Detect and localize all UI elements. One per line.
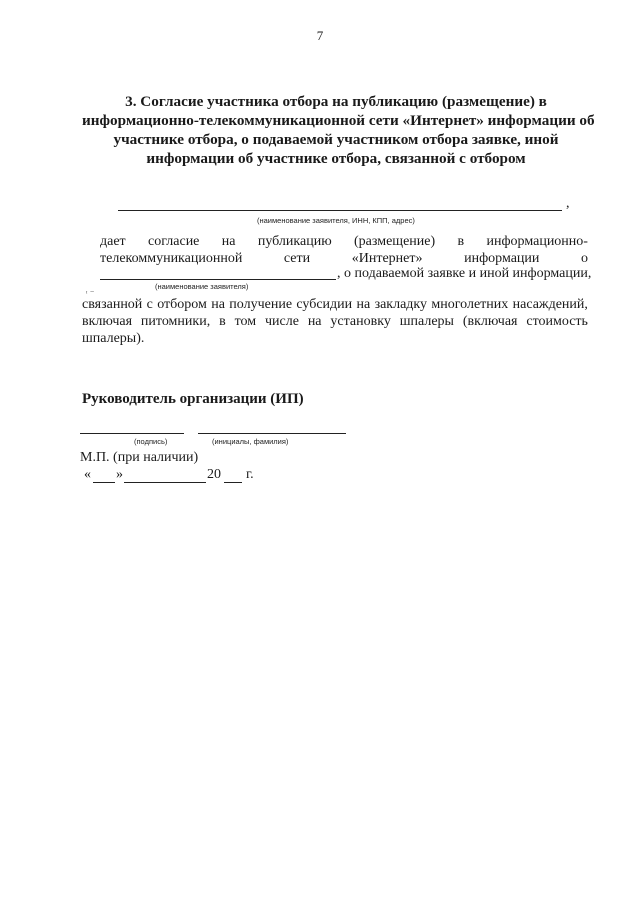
- word: включая: [82, 314, 133, 329]
- word: закладку: [374, 297, 428, 312]
- word: многолетних: [431, 297, 509, 312]
- signature-heading: Руководитель организации (ИП): [82, 391, 304, 407]
- name-caption: (инициалы, фамилия): [212, 437, 289, 446]
- word: на: [211, 297, 225, 312]
- word: стоимость: [526, 314, 588, 329]
- name-blank-line: [198, 433, 346, 434]
- word: на: [221, 234, 236, 249]
- word: субсидии: [296, 297, 353, 312]
- word: публикацию: [257, 234, 332, 249]
- word: телекоммуникационной: [100, 251, 243, 266]
- title-line-4: информации об участнике отбора, связанной с отбором: [146, 150, 526, 167]
- word: в: [457, 234, 465, 249]
- word: насаждений,: [512, 297, 588, 312]
- consent-line-3-caption: (наименование заявителя): [155, 282, 249, 291]
- page-number: 7: [316, 28, 324, 43]
- stray-mark: ᶦ ⁻: [86, 288, 95, 298]
- word: установку: [330, 314, 391, 329]
- word: (включая: [462, 314, 518, 329]
- word: сети: [283, 251, 311, 266]
- date-year-blank: [224, 482, 242, 483]
- word: с: [146, 297, 153, 312]
- consent-line-5: [82, 314, 588, 331]
- consent-line-6: шпалеры).: [82, 331, 145, 346]
- date-open-quote: «: [84, 467, 91, 482]
- word: питомники,: [140, 314, 211, 329]
- applicant-trailing-comma: ,: [566, 196, 570, 211]
- word: связанной: [82, 297, 143, 312]
- word: отбором: [157, 297, 207, 312]
- word: информационно-: [486, 234, 588, 249]
- signature-blank-line: [80, 433, 184, 434]
- date-year-prefix: 20: [207, 467, 221, 482]
- title-line-2: информационно-телекоммуникационной сети «Интернет» информации об: [82, 112, 595, 129]
- consent-line-4: [82, 297, 588, 314]
- signature-caption: (подпись): [134, 437, 168, 446]
- word: о: [581, 251, 588, 266]
- date-month-blank: [124, 482, 206, 483]
- word: на: [356, 297, 371, 312]
- word: «Интернет»: [351, 251, 423, 266]
- consent-line-1: [100, 234, 588, 251]
- title-line-3: участнике отбора, о подаваемой участником отбора заявке, иной: [113, 131, 559, 148]
- consent-line-3-text: , о подаваемой заявке и иной информации,: [337, 266, 592, 281]
- word: шпалеры: [399, 314, 454, 329]
- word: на: [307, 314, 322, 329]
- consent-line-3-blank: [100, 279, 336, 280]
- word: том: [234, 314, 257, 329]
- date-close-quote: »: [116, 467, 123, 482]
- title-line-1: 3. Согласие участника отбора на публикацию (размещение) в: [125, 93, 547, 110]
- date-day-blank: [93, 482, 115, 483]
- applicant-line-caption: (наименование заявителя, ИНН, КПП, адрес): [257, 216, 415, 225]
- seal-text: М.П. (при наличии): [80, 450, 199, 465]
- document-title: [82, 92, 595, 168]
- word: числе: [264, 314, 299, 329]
- word: согласие: [148, 234, 200, 249]
- date-line: [84, 467, 284, 487]
- word: информации: [464, 251, 540, 266]
- word: (размещение): [354, 234, 436, 249]
- word: получение: [229, 297, 293, 312]
- word: в: [219, 314, 226, 329]
- date-year-suffix: г.: [246, 467, 254, 482]
- applicant-blank-line: [118, 210, 562, 211]
- word: дает: [100, 234, 126, 249]
